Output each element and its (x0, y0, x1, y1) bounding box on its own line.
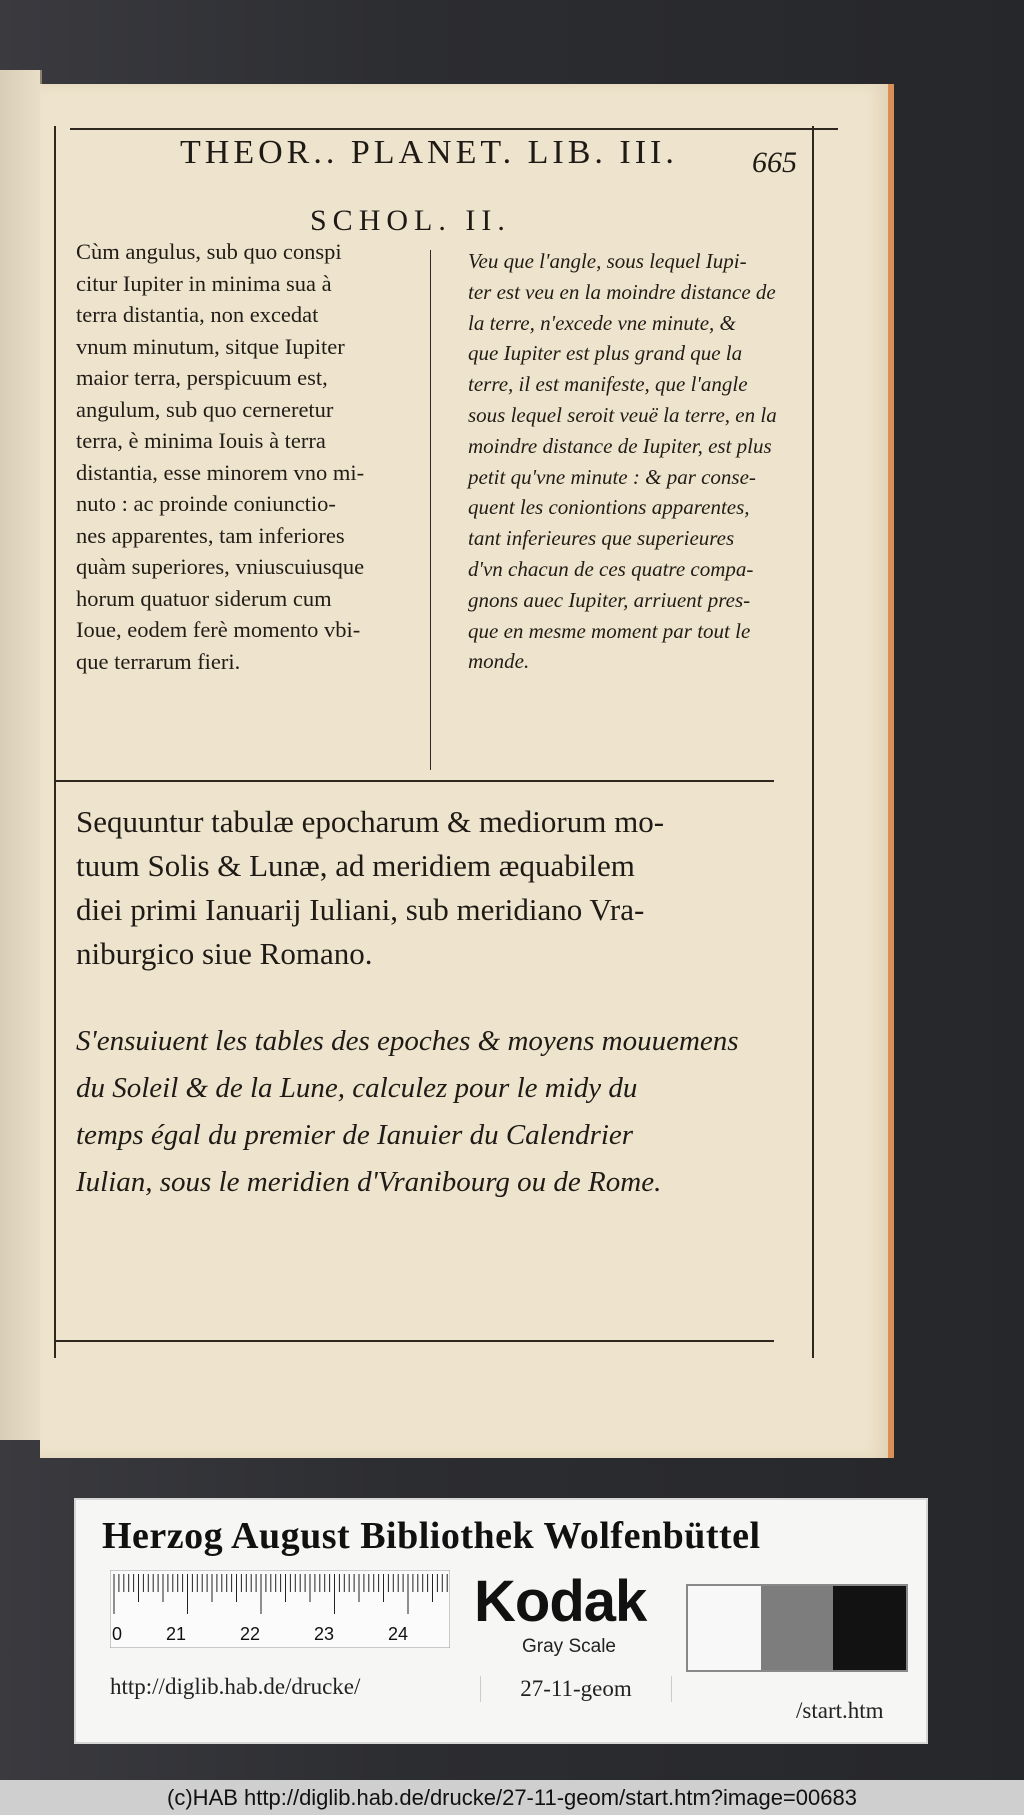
url-left: http://diglib.hab.de/drucke/ (110, 1674, 361, 1699)
book-page (40, 84, 894, 1458)
french-column: Veu que l'angle, sous lequel Iupi- ter est veu en la moindre distance de la terre, n'excede vne minute, & que Iupiter est plus grand que la terre, il est manifeste, que l'angle sous lequel seroit veuë la terre, en la moindre distance de Iupiter, est plus petit qu'vne minute : & par conse- quent les coniontions apparentes, tant inferieures que superieures d'vn chacun de ces quatre compa- gnons auec Iupiter, arriuent pres- que en mesme moment par tout le monde. (468, 249, 777, 674)
ruler-label: 0 (112, 1624, 123, 1644)
gray-scale-label: Gray Scale (522, 1636, 616, 1657)
swatch-white (688, 1586, 761, 1670)
facing-page-edge (0, 70, 42, 1440)
library-name: Herzog August Bibliothek Wolfenbüttel (102, 1515, 761, 1557)
gray-swatches (686, 1584, 908, 1672)
running-head: THEOR.. PLANET. LIB. III. (180, 134, 678, 171)
page-number: 665 (752, 146, 797, 179)
latin-column: Cùm angulus, sub quo conspi citur Iupiter in minima sua à terra distantia, non excedat vnum minutum, sitque Iupiter maior terra, perspicuum est, angulum, sub quo cerneretur terra, è minima Iouis à terra distantia, esse minorem vno mi- nuto : ac proinde coniunctio- nes apparentes, tam inferiores quàm superiores, vniuscuiusque horum quatuor siderum cum Ioue, eodem ferè momento vbi- que terrarum fieri. (76, 239, 365, 674)
ruler-label: 21 (166, 1624, 187, 1644)
ruler-label: 23 (314, 1624, 335, 1644)
url-right: /start.htm (796, 1698, 884, 1723)
measurement-ruler (110, 1570, 450, 1648)
bottom-rule (54, 1340, 774, 1342)
shelfmark-code: 27-11-geom (480, 1676, 672, 1702)
latin-table-heading: Sequuntur tabulæ epocharum & mediorum mo- tuum Solis & Lunæ, ad meridiem æquabilem diei primi Ianuarij Iuliani, sub meridiano Vra- niburgico siue Romano. (76, 804, 665, 971)
kodak-logo: Kodak (474, 1569, 647, 1634)
column-divider (430, 250, 431, 770)
scholium-title: SCHOL. II. (310, 204, 511, 237)
footer-link[interactable]: (c)HAB http://diglib.hab.de/drucke/27-11-geom/start.htm?image=00683 (0, 1780, 1024, 1815)
middle-rule (54, 780, 774, 782)
top-rule (70, 128, 838, 130)
swatch-gray (761, 1586, 834, 1670)
swatch-black (833, 1586, 906, 1670)
ruler-label: 22 (240, 1624, 261, 1644)
color-target-card (74, 1498, 928, 1744)
ruler-label: 24 (388, 1624, 409, 1644)
french-table-heading: S'ensuiuent les tables des epoches & moyens mouuemens du Soleil & de la Lune, calculez pour le midy du temps égal du premier de Ianuier du Calendrier Iulian, sous le meridien d'Vranibourg ou de Rome. (76, 1025, 739, 1198)
